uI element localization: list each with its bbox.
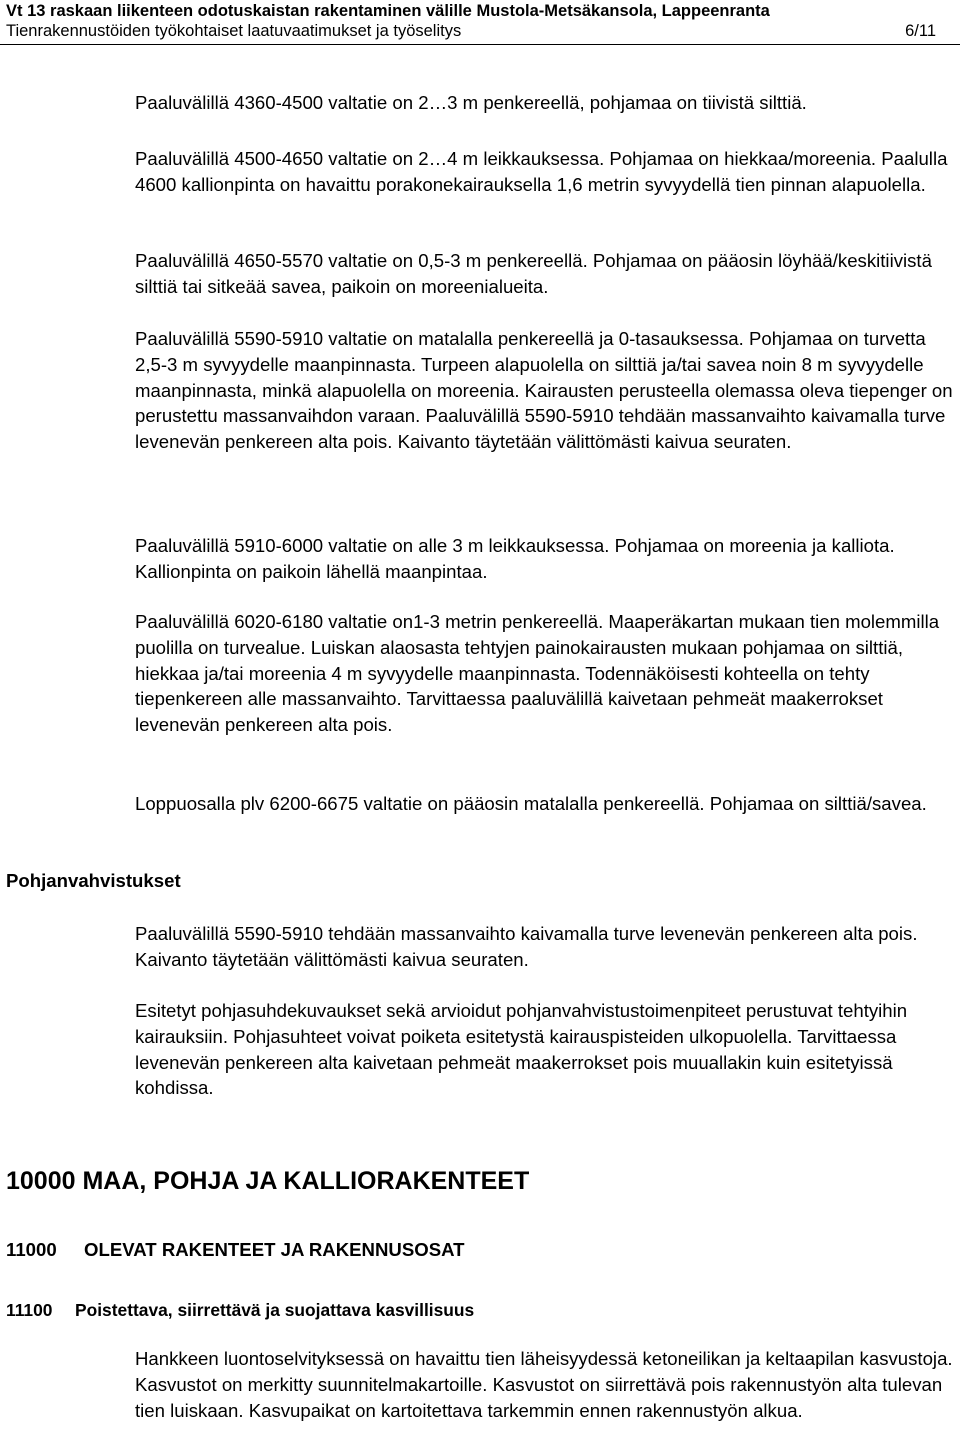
paragraph-plv-4650-5570: Paaluvälillä 4650-5570 valtatie on 0,5-3 m penkereellä. Pohjamaa on pääosin löyhää/keskitiivistä silttiä tai sitkeää savea, paikoin on moreenialueita. bbox=[135, 250, 932, 297]
section-title: OLEVAT RAKENTEET JA RAKENNUSOSAT bbox=[84, 1239, 465, 1260]
page-header bbox=[0, 0, 960, 45]
section-number: 11000 bbox=[6, 1239, 57, 1260]
paragraph-massanvaihto: Paaluvälillä 5590-5910 tehdään massanvaihto kaivamalla turve levenevän penkereen alta pois. Kaivanto täytetään välittömästi kaivua seuraten. bbox=[135, 923, 918, 970]
paragraph-plv-4360-4500: Paaluvälillä 4360-4500 valtatie on 2…3 m penkereellä, pohjamaa on tiivistä silttiä. bbox=[135, 92, 807, 113]
paragraph-plv-4500-4650: Paaluvälillä 4500-4650 valtatie on 2…4 m leikkauksessa. Pohjamaa on hiekkaa/moreenia. Paalulla 4600 kallionpinta on havaittu porakonekairauksella 1,6 metrin syvyydellä tien pinnan alapuolella. bbox=[135, 148, 948, 195]
document-subtitle: Tienrakennustöiden työkohtaiset laatuvaatimukset ja työselitys bbox=[6, 22, 462, 40]
paragraph-pohjasuhdekuvaukset: Esitetyt pohjasuhdekuvaukset sekä arvioidut pohjanvahvistustoimenpiteet perustuvat tehtyihin kairauksiin. Pohjasuhteet voivat poiketa esitetystä kairauspisteiden ulkopuolella. Tarvittaessa levenevän penkereen alta kaivetaan pehmeät maakerrokset pois muuallakin kuin esitetyissä kohdissa. bbox=[135, 1000, 908, 1099]
section-heading-pohjanvahvistukset: Pohjanvahvistukset bbox=[6, 870, 181, 891]
paragraph-plv-5590-5910: Paaluvälillä 5590-5910 valtatie on matalalla penkereellä ja 0-tasauksessa. Pohjamaa on turvetta 2,5-3 m syvyydelle maanpinnasta. Turpeen alapuolella on silttiä ja/tai savea noin 8 m syvyydelle maanpinnasta, minkä alapuolella on moreenia. Kairausten perusteella olemassa oleva tiepenger on perustettu massanvaihdon varaan. Paaluvälillä 5590-5910 tehdään massanvaihto kaivamalla turve levenevän penkereen alta pois. Kaivanto täytetään välittömästi kaivua seuraten. bbox=[135, 328, 953, 453]
section-heading-11000 bbox=[6, 1238, 465, 1262]
document-title: Vt 13 raskaan liikenteen odotuskaistan rakentaminen välille Mustola-Metsäkansola, Lappeenranta bbox=[6, 2, 770, 20]
paragraph-loppuosa: Loppuosalla plv 6200-6675 valtatie on pääosin matalalla penkereellä. Pohjamaa on silttiä/savea. bbox=[135, 793, 927, 814]
section-heading-11100 bbox=[6, 1298, 474, 1322]
section-title: Poistettava, siirrettävä ja suojattava kasvillisuus bbox=[75, 1300, 475, 1320]
page-number: 6/11 bbox=[905, 22, 936, 40]
section-heading-10000: 10000 MAA, POHJA JA KALLIORAKENTEET bbox=[6, 1167, 530, 1195]
paragraph-kasvillisuus: Hankkeen luontoselvityksessä on havaittu tien läheisyydessä ketoneilikan ja keltaapilan kasvustoja. Kasvustot on merkitty suunnitelmakartoille. Kasvustot on siirrettävä pois rakennustyön alta tulevan tien luiskaan. Kasvupaikat on kartoitettava tarkemmin ennen rakennustyön alkua. bbox=[135, 1348, 953, 1421]
paragraph-plv-5910-6000: Paaluvälillä 5910-6000 valtatie on alle 3 m leikkauksessa. Pohjamaa on moreenia ja kalliota. Kallionpinta on paikoin lähellä maanpintaa. bbox=[135, 535, 895, 582]
section-number: 11100 bbox=[6, 1300, 53, 1320]
paragraph-plv-6020-6180: Paaluvälillä 6020-6180 valtatie on1-3 metrin penkereellä. Maaperäkartan mukaan tien molemmilla puolilla on turvealue. Luiskan alaosasta tehtyjen painokairausten mukaan pohjamaa on silttiä, hiekkaa ja/tai moreenia 4 m syvyydelle maanpinnasta. Todennäköisesti kohteella on tehty tiepenkereen alle massanvaihto. Tarvittaessa paaluvälillä kaivetaan pehmeät maakerrokset levenevän penkereen alta pois. bbox=[135, 611, 940, 736]
